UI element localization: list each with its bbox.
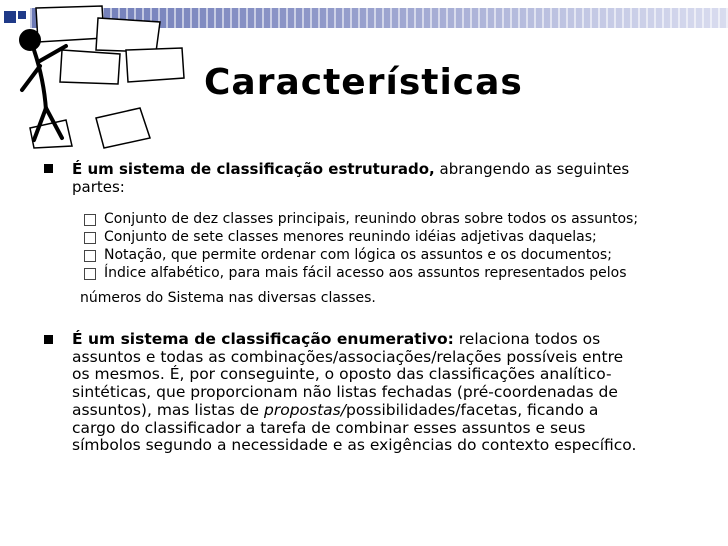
stick-figure-with-papers-icon (0, 0, 210, 150)
checkbox-bullet-icon (84, 214, 96, 226)
subitem-continuation: números do Sistema nas diversas classes. (80, 290, 376, 306)
bullet-structured-rest: abrangendo as seguintes (434, 160, 630, 178)
bullet-structured-bold: É um sistema de classificação estruturado, (72, 160, 435, 178)
bullet-structured-line2: partes: (72, 178, 125, 196)
subitem-list (82, 210, 638, 282)
square-bullet-icon (44, 164, 53, 173)
checkbox-bullet-icon (84, 250, 96, 262)
slide-title: Características (204, 62, 523, 103)
list-item: Notação, que permite ordenar com lógica os assuntos e os documentos; (82, 246, 638, 264)
bullet-enumerative-bold: É um sistema de classificação enumerativo: (72, 330, 454, 348)
list-item: Conjunto de dez classes principais, reunindo obras sobre todos os assuntos; (82, 210, 638, 228)
list-item: Conjunto de sete classes menores reunindo idéias adjetivas daquelas; (82, 228, 638, 246)
square-bullet-icon (44, 335, 53, 344)
checkbox-bullet-icon (84, 232, 96, 244)
checkbox-bullet-icon (84, 268, 96, 280)
list-item: Índice alfabético, para mais fácil acesso aos assuntos representados pelos (82, 264, 638, 282)
